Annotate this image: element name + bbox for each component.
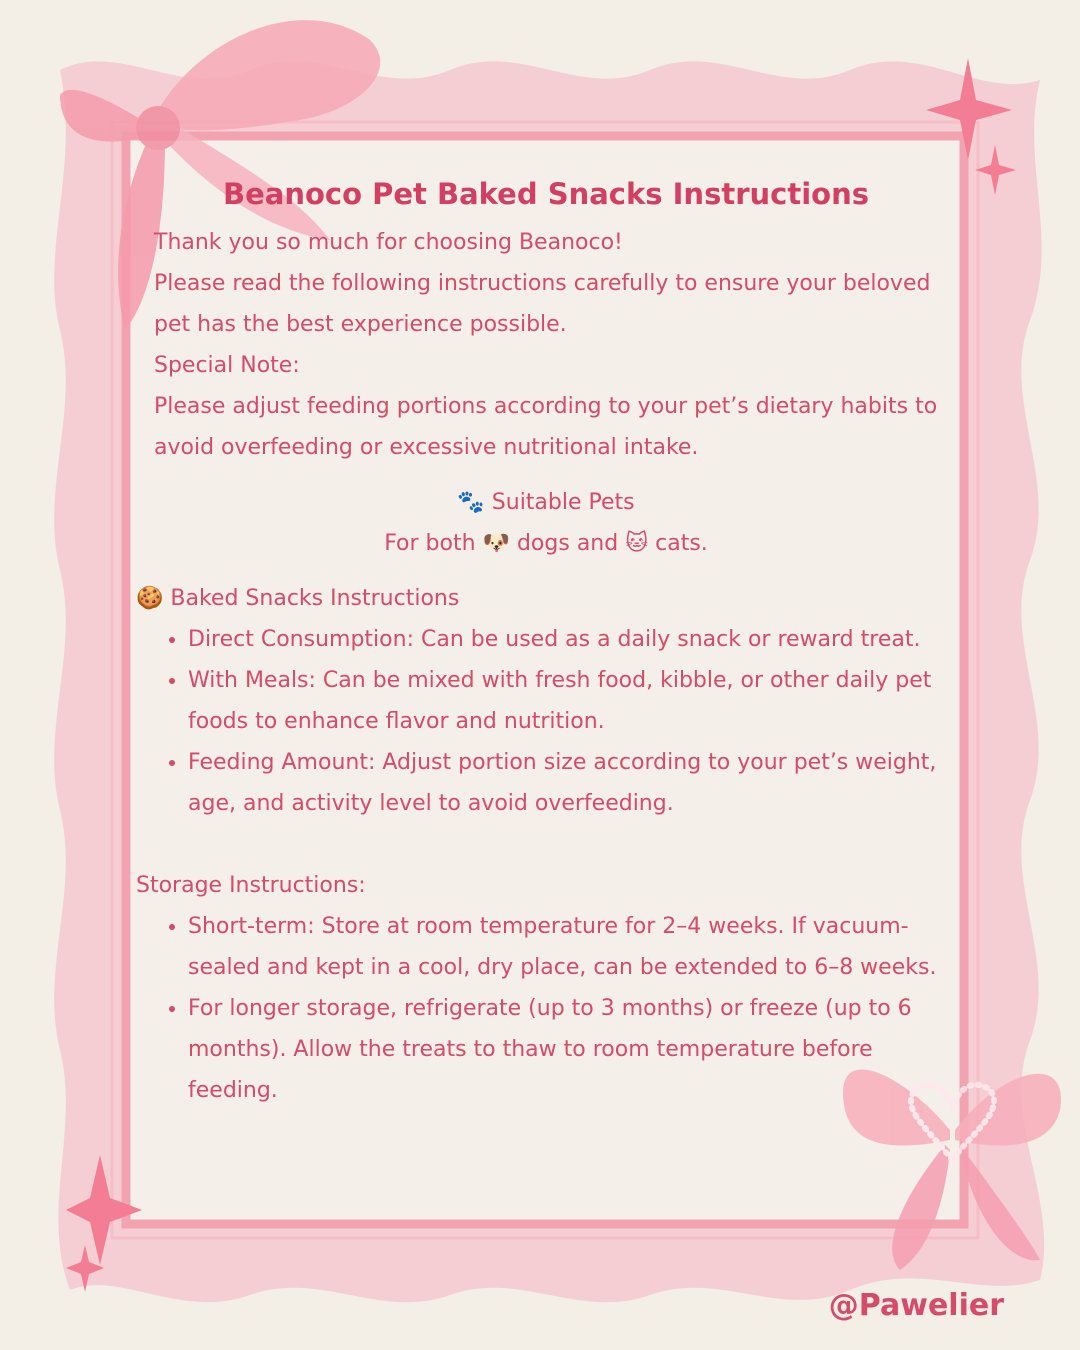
list-item: • Short-term: Store at room temperature for 2–4 weeks. If vacuum-sealed and kept in a cool, dry place, can be extended to 6–8 weeks. xyxy=(188,906,956,988)
suitable-cats: cats. xyxy=(655,531,708,556)
suitable-pets-text xyxy=(136,523,956,564)
special-note-text: Please adjust feeding portions according to your pet’s dietary habits to avoid overfeeding or excessive nutritional intake. xyxy=(154,394,938,460)
cat-face-icon: 🐱 xyxy=(625,531,649,556)
paw-prints-icon: 🐾 xyxy=(457,490,485,515)
suitable-pets-heading-row xyxy=(136,482,956,523)
dog-face-icon: 🐶 xyxy=(482,531,510,556)
storage-heading: Storage Instructions: xyxy=(136,873,366,898)
read-instructions-text: Please read the following instructions carefully to ensure your beloved pet has the best experience possible. xyxy=(154,271,931,337)
suitable-dogs: dogs and xyxy=(516,531,619,556)
baked-snacks-heading-row xyxy=(136,578,956,619)
suitable-pets-heading: Suitable Pets xyxy=(491,490,635,515)
list-item: • For longer storage, refrigerate (up to 3 months) or freeze (up to 6 months). Allow the treats to thaw to room temperature before feeding. xyxy=(188,988,956,1111)
suitable-pets-section xyxy=(136,482,956,564)
list-item: • With Meals: Can be mixed with fresh food, kibble, or other daily pet foods to enhance flavor and nutrition. xyxy=(188,660,956,742)
list-item: • Direct Consumption: Can be used as a daily snack or reward treat. xyxy=(188,619,956,660)
thank-you-text: Thank you so much for choosing Beanoco! xyxy=(154,230,623,255)
baked-snacks-heading: Baked Snacks Instructions xyxy=(170,586,460,611)
baked-snacks-list xyxy=(136,619,956,824)
cookie-icon: 🍪 xyxy=(136,586,164,611)
instructions-content xyxy=(136,172,956,1111)
intro-section xyxy=(136,222,956,468)
special-note-heading: Special Note: xyxy=(154,353,300,378)
suitable-prefix: For both xyxy=(384,531,476,556)
list-item: • Feeding Amount: Adjust portion size according to your pet’s weight, age, and activity level to avoid overfeeding. xyxy=(188,742,956,824)
storage-list xyxy=(136,906,956,1111)
page-title: Beanoco Pet Baked Snacks Instructions xyxy=(223,177,869,211)
social-handle: @Pawelier xyxy=(828,1288,1004,1323)
